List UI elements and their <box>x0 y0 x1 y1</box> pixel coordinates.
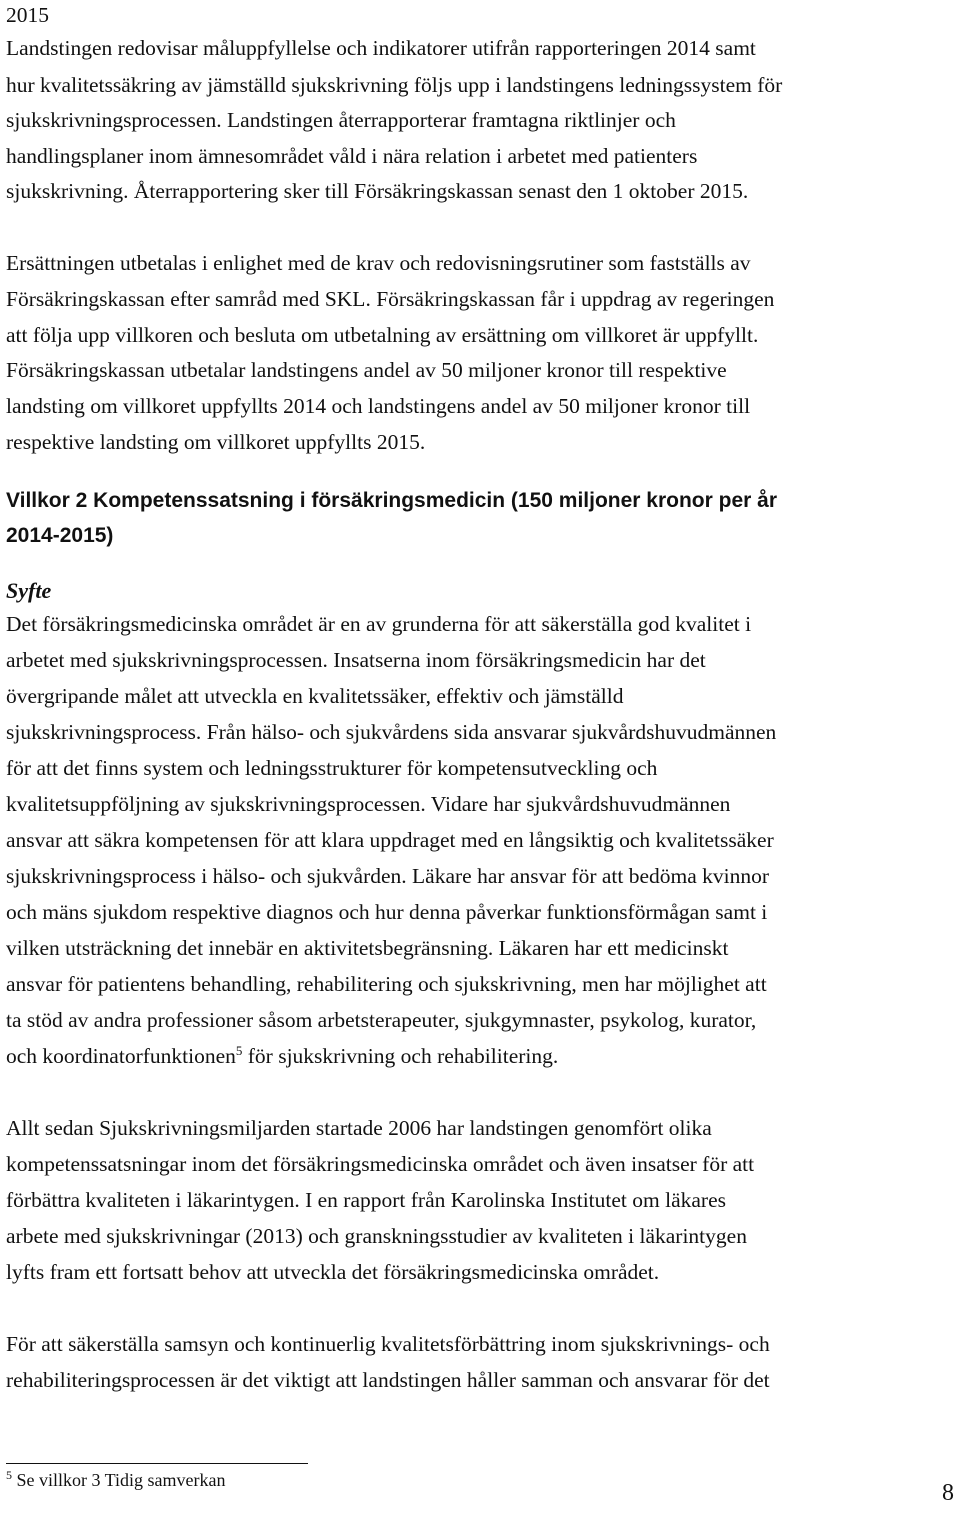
footnote-reference: 5 <box>235 1043 243 1058</box>
text-line: landsting om villkoret uppfyllts 2014 och landstingens andel av 50 miljoner kronor till <box>6 394 751 418</box>
text-line: vilken utsträckning det innebär en aktivitetsbegränsning. Läkaren har ett medicinskt <box>6 936 729 960</box>
text-line: att följa upp villkoren och besluta om utbetalning av ersättning om villkoret är uppfyllt. <box>6 323 759 347</box>
text-line: För att säkerställa samsyn och kontinuerlig kvalitetsförbättring inom sjukskrivnings- och <box>6 1332 770 1356</box>
text-line: Landstingen redovisar måluppfyllelse och indikatorer utifrån rapporteringen 2014 samt <box>6 36 756 60</box>
text-line <box>6 1038 558 1074</box>
text-line: övergripande målet att utveckla en kvalitetssäker, effektiv och jämställd <box>6 684 624 708</box>
footnote-separator <box>6 1463 308 1464</box>
text-line: lyfts fram ett fortsatt behov att utveckla det försäkringsmedicinska området. <box>6 1260 660 1284</box>
text-line: Ersättningen utbetalas i enlighet med de krav och redovisningsrutiner som fastställs av <box>6 251 751 275</box>
page-number: 8 <box>942 1480 954 1506</box>
text-line: Försäkringskassan utbetalar landstingens andel av 50 miljoner kronor till respektive <box>6 358 727 382</box>
section-heading: 2014-2015) <box>6 524 114 547</box>
text-line: arbetet med sjukskrivningsprocessen. Insatserna inom försäkringsmedicin har det <box>6 648 706 672</box>
text-line: och mäns sjukdom respektive diagnos och hur denna påverkar funktionsförmågan samt i <box>6 900 768 924</box>
text-line: förbättra kvaliteten i läkarintygen. I en rapport från Karolinska Institutet om läkares <box>6 1188 726 1212</box>
text-fragment: för sjukskrivning och rehabilitering. <box>242 1044 559 1068</box>
text-line: 2015 <box>6 3 49 27</box>
text-line: sjukskrivningsprocess i hälso- och sjukvården. Läkare har ansvar för att bedöma kvinnor <box>6 864 770 888</box>
text-line: ta stöd av andra professioner såsom arbetsterapeuter, sjukgymnaster, psykolog, kurator, <box>6 1008 757 1032</box>
text-fragment: och koordinatorfunktionen <box>6 1044 236 1068</box>
text-line: respektive landsting om villkoret uppfyllts 2015. <box>6 430 426 454</box>
text-line: ansvar att säkra kompetensen för att klara uppdraget med en långsiktig och kvalitetssäker <box>6 828 774 852</box>
text-line: kompetenssatsningar inom det försäkringsmedicinska området och även insatser för att <box>6 1152 755 1176</box>
footnote-text: Se villkor 3 Tidig samverkan <box>12 1470 226 1490</box>
text-line: sjukskrivningsprocess. Från hälso- och sjukvårdens sida ansvarar sjukvårdshuvudmännen <box>6 720 777 744</box>
text-line: arbete med sjukskrivningar (2013) och granskningsstudier av kvaliteten i läkarintygen <box>6 1224 747 1248</box>
text-line: sjukskrivningsprocessen. Landstingen återrapporterar framtagna riktlinjer och <box>6 108 676 132</box>
text-line: ansvar för patientens behandling, rehabilitering och sjukskrivning, men har möjlighet att <box>6 972 767 996</box>
footnote <box>6 1468 226 1492</box>
footnote-marker: 5 <box>6 1468 12 1482</box>
text-line: hur kvalitetssäkring av jämställd sjukskrivning följs upp i landstingens ledningssystem för <box>6 73 783 97</box>
text-line: sjukskrivning. Återrapportering sker till Försäkringskassan senast den 1 oktober 2015. <box>6 179 749 203</box>
subheading-syfte: Syfte <box>6 578 52 603</box>
text-line: kvalitetsuppföljning av sjukskrivningsprocessen. Vidare har sjukvårdshuvudmännen <box>6 792 731 816</box>
text-line: handlingsplaner inom ämnesområdet våld i nära relation i arbetet med patienters <box>6 144 698 168</box>
text-line: Allt sedan Sjukskrivningsmiljarden startade 2006 har landstingen genomfört olika <box>6 1116 712 1140</box>
text-line: Försäkringskassan efter samråd med SKL. Försäkringskassan får i uppdrag av regeringen <box>6 287 775 311</box>
text-line: rehabiliteringsprocessen är det viktigt att landstingen håller samman och ansvarar för det <box>6 1368 770 1392</box>
section-heading: Villkor 2 Kompetenssatsning i försäkringsmedicin (150 miljoner kronor per år <box>6 489 778 512</box>
text-line: Det försäkringsmedicinska området är en av grunderna för att säkerställa god kvalitet i <box>6 612 752 636</box>
text-line: för att det finns system och ledningsstrukturer för kompetensutveckling och <box>6 756 658 780</box>
